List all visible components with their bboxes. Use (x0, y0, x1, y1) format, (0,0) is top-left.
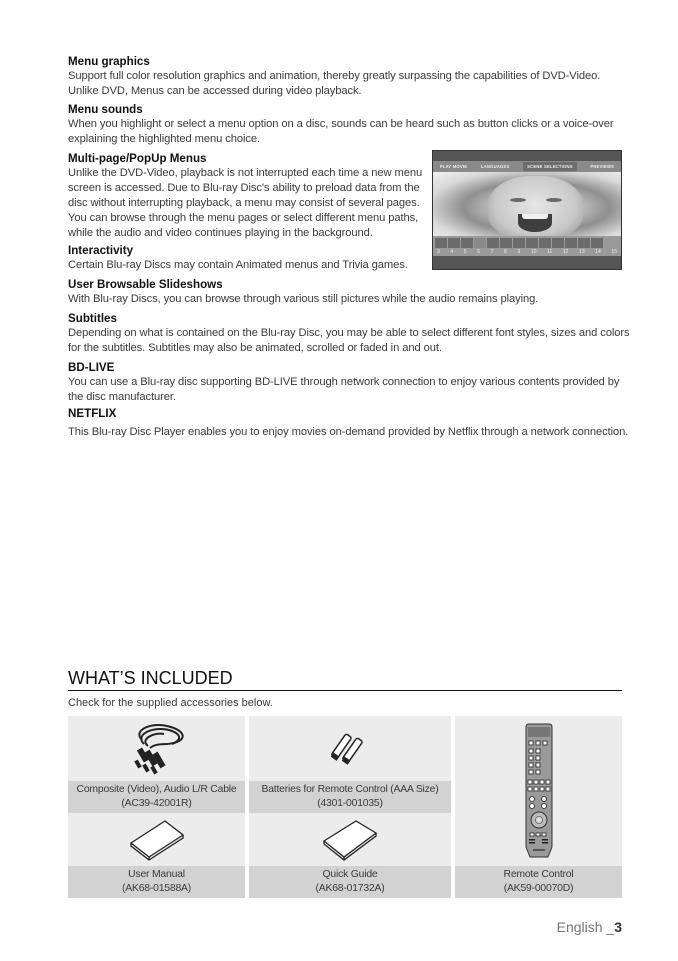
batteries-icon (330, 729, 370, 769)
accessories-grid (68, 716, 622, 898)
accessory-label-remote (455, 866, 622, 898)
accessory-name: Quick Guide (322, 869, 378, 880)
feature-title: Menu sounds (68, 103, 143, 116)
page-number: 3 (614, 919, 622, 935)
feature-text: You can browse through the menu pages or select different menu paths, (68, 212, 419, 224)
feature-title: Menu graphics (68, 55, 150, 68)
menu-tab-bar (433, 161, 621, 172)
feature-title: User Browsable Slideshows (68, 278, 223, 291)
feature-text: Certain Blu-ray Discs may contain Animated menus and Trivia games. (68, 259, 408, 271)
accessory-code: (AK68-01588A) (121, 883, 192, 894)
accessory-name: Composite (Video), Audio L/R Cable (76, 784, 237, 795)
feature-text: explaining the highlighted menu choice. (68, 133, 261, 145)
accessory-image-batteries (249, 716, 451, 781)
feature-subtitles (68, 311, 629, 356)
feature-text: while the audio and video continues playing in the background. (68, 227, 373, 239)
feature-text: When you highlight or select a menu option on a disc, sounds can be heard such as button clicks or a voice-over (68, 118, 614, 130)
menu-tab-scene-selections: SCENE SELECTIONS (523, 162, 577, 171)
feature-text: disc without interrupting playback, a menu may consist of several pages. (68, 197, 420, 209)
accessory-label-batteries (249, 781, 451, 813)
feature-slideshows (68, 277, 538, 307)
feature-text: Unlike the DVD-Video, playback is not interrupted each time a new menu (68, 167, 423, 179)
menu-bottom-bar (433, 256, 621, 269)
accessory-label-user-manual (68, 866, 245, 898)
scene-thumbnail-strip (433, 236, 621, 258)
feature-menu-graphics (68, 54, 600, 99)
bluray-menu-screenshot (432, 150, 622, 270)
child-photo (433, 172, 621, 236)
manual-icon (127, 819, 187, 861)
menu-top-bar (433, 151, 621, 161)
feature-text: Support full color resolution graphics and animation, thereby greatly surpassing the capabilities of DVD-Video. (68, 70, 601, 82)
accessory-image-user-manual (68, 813, 245, 866)
accessory-name: User Manual (128, 869, 185, 880)
accessory-name: Remote Control (503, 869, 574, 880)
section-title-whats-included: WHAT’S INCLUDED (68, 668, 622, 691)
feature-menu-sounds (68, 102, 614, 147)
menu-tab-languages: LANGUAGES (480, 164, 510, 169)
feature-text: for the subtitles. Subtitles may also be animated, scrolled or faded in and out. (68, 342, 442, 354)
feature-netflix (68, 406, 628, 440)
feature-title: Subtitles (68, 312, 117, 325)
feature-text: the disc manufacturer. (68, 391, 176, 403)
footer-language: English _ (556, 919, 615, 935)
page-footer (557, 919, 622, 935)
accessory-image-quick-guide (249, 813, 451, 866)
scene-numbers: 3 4 5 6 7 8 9 10 11 12 13 14 15 (437, 249, 617, 255)
face-illustration (488, 176, 583, 240)
remote-icon (522, 723, 556, 859)
menu-tab-play-movie: PLAY MOVIE (439, 164, 468, 169)
accessory-code: (AC39-42001R) (121, 798, 192, 809)
feature-interactivity (68, 243, 408, 273)
accessory-code: (4301-001035) (317, 798, 383, 809)
accessory-name: Batteries for Remote Control (AAA Size) (261, 784, 439, 795)
feature-title: NETFLIX (68, 407, 117, 420)
feature-title: BD-LIVE (68, 361, 115, 374)
accessory-image-remote (455, 716, 622, 866)
guide-icon (320, 819, 380, 861)
feature-title: Multi-page/PopUp Menus (68, 152, 207, 165)
accessory-code: (AK59-00070D) (503, 883, 574, 894)
feature-text: Depending on what is contained on the Blu-ray Disc, you may be able to select different font styles, sizes and colors (68, 327, 630, 339)
accessory-label-cable (68, 781, 245, 813)
section-subtitle: Check for the supplied accessories below. (68, 697, 273, 709)
accessory-label-quick-guide (249, 866, 451, 898)
accessory-image-cable (68, 716, 245, 781)
menu-tab-previews: PREVIEWS (590, 164, 615, 169)
feature-multipage-menus (68, 151, 423, 241)
feature-title: Interactivity (68, 244, 134, 257)
feature-text: Unlike DVD, Menus can be accessed during video playback. (68, 85, 362, 97)
feature-text: This Blu-ray Disc Player enables you to enjoy movies on-demand provided by Netflix through a network connection. (68, 426, 629, 438)
feature-text: You can use a Blu-ray disc supporting BD-LIVE through network connection to enjoy various contents provided by (68, 376, 620, 388)
feature-text: With Blu-ray Discs, you can browse through various still pictures while the audio remains playing. (68, 293, 539, 305)
accessory-code: (AK68-01732A) (315, 883, 385, 894)
feature-bd-live (68, 360, 619, 405)
feature-text: screen is accessed. Due to Blu-ray Disc's ability to preload data from the (68, 182, 420, 194)
cable-icon (122, 720, 192, 778)
